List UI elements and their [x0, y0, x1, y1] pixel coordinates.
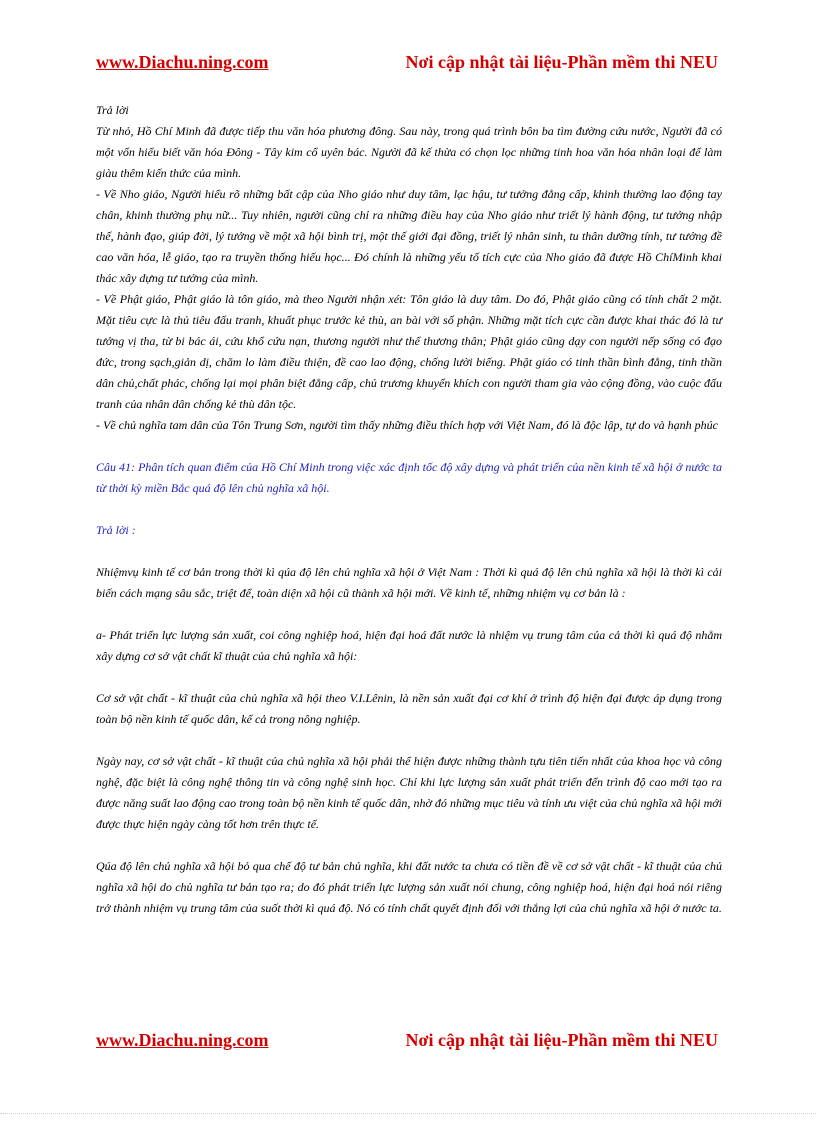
- paragraph: Cơ sở vật chất - kĩ thuật của chủ nghĩa xã hội theo V.I.Lênin, là nền sản xuất đại cơ khí ở trình độ hiện đại được áp dụng trong toàn bộ nền kinh tế quốc dân, kể cả trong nông nghiệp.: [96, 691, 722, 726]
- paragraph: - Về Nho giáo, Người hiểu rõ những bất cập của Nho giáo như duy tâm, lạc hậu, tư tưởng đẳng cấp, khinh thường lao động tay chân, khinh thường phụ nữ... Tuy nhiên, người cũng chỉ ra những điều hay của Nho giáo như triết lý hành động, tư tưởng nhập thế, hành đạo, giúp đời, lý tưởng về một xã hội bình trị, một thế giới đại đồng, triết lý nhân sinh, tu thân dưỡng tính, tư tưởng đề cao văn hóa, lễ giáo, tạo ra truyền thống hiếu học... Đó chính là những yếu tố tích cực của Nho giáo đã được Hồ ChíMinh khai thác xây dựng tư tưởng của mình.: [96, 187, 722, 285]
- answer-label-41: Trả lời :: [96, 523, 136, 537]
- paragraph: a- Phát triển lực lượng sản xuất, coi công nghiệp hoá, hiện đại hoá đất nước là nhiệm vụ trung tâm của cả thời kì quá độ nhằm xây dựng cơ sở vật chất kĩ thuật của chủ nghĩa xã hội:: [96, 628, 722, 663]
- page-footer: [96, 1030, 718, 1051]
- paragraph: Từ nhỏ, Hồ Chí Minh đã được tiếp thu văn hóa phương đông. Sau này, trong quá trình bôn ba tìm đường cứu nước, Người đã có một vốn hiểu biết văn hóa Đông - Tây kim cổ uyên bác. Người đã kế thừa có chọn lọc những tinh hoa văn hóa nhân loại để làm giàu thêm kiến thức của mình.: [96, 124, 722, 180]
- footer-site-link[interactable]: www.Diachu.ning.com: [96, 1030, 269, 1050]
- paragraph: - Về chủ nghĩa tam dân của Tôn Trung Sơn, người tìm thấy những điều thích hợp với Việt Nam, đó là độc lập, tự do và hạnh phúc: [96, 418, 718, 432]
- footer-tagline: Nơi cập nhật tài liệu-Phần mềm thi NEU: [405, 1030, 718, 1050]
- header-tagline: Nơi cập nhật tài liệu-Phần mềm thi NEU: [405, 52, 718, 72]
- paragraph: Nhiệmvụ kinh tế cơ bản trong thời kì qúa độ lên chủ nghĩa xã hội ở Việt Nam : Thời kì quá độ lên chủ nghĩa xã hội là thời kì cải biến cách mạng sâu sắc, triệt để, toàn diện xã hội cũ thành xã hội mới. Về kinh tế, những nhiệm vụ cơ bản là :: [96, 565, 722, 600]
- page-bottom-divider: [0, 1113, 816, 1114]
- paragraph: Qúa độ lên chủ nghĩa xã hội bỏ qua chế độ tư bản chủ nghĩa, khi đất nước ta chưa có tiền đề về cơ sở vật chất - kĩ thuật của chủ nghĩa xã hội do chủ nghĩa tư bản tạo ra; do đó phát triển lực lượng sản xuất nói chung, công nghiệp hoá, hiện đại hoá nói riêng trở thành nhiệm vụ trung tâm của suốt thời kì quá độ. Nó có tính chất quyết định đối với thắng lợi của chủ nghĩa xã hội ở nước ta.: [96, 859, 722, 915]
- header-site-link[interactable]: www.Diachu.ning.com: [96, 52, 269, 72]
- paragraph: - Về Phật giáo, Phật giáo là tôn giáo, mà theo Người nhận xét: Tôn giáo là duy tâm. Do đó, Phật giáo cũng có tính chất 2 mặt. Mặt tiêu cực là thủ tiêu đấu tranh, khuất phục trước kẻ thù, an bài với số phận. Những mặt tích cực cần được khai thác đó là tư tưởng vị tha, từ bi bác ái, cứu khổ cứu nạn, thương người như thể thương thân; Phật giáo cũng dạy con người nếp sống có đạo đức, trong sạch,giản dị, chăm lo làm điều thiện, đề cao lao động, chống lười biếng. Phật giáo có tinh thần bình đẳng, tinh thần dân chủ,chất phác, chống lại mọi phân biệt đẳng cấp, chủ trương khuyến khích con người tham gia vào cộng đồng, vào cuộc đấu tranh của nhân dân chống kẻ thù dân tộc.: [96, 292, 722, 411]
- document-body: [96, 100, 722, 919]
- answer-label: Trả lời: [96, 103, 129, 117]
- question-41: Câu 41: Phân tích quan điểm của Hồ Chí Minh trong việc xác định tốc độ xây dựng và phát triển của nền kinh tế xã hội ở nước ta từ thời kỳ miền Bắc quá độ lên chủ nghĩa xã hội.: [96, 460, 722, 495]
- paragraph: Ngày nay, cơ sở vật chất - kĩ thuật của chủ nghĩa xã hội phải thể hiện được những thành tựu tiên tiến nhất của khoa học và công nghệ, đặc biệt là công nghệ thông tin và công nghệ sinh học. Chỉ khi lực lượng sản xuất phát triển đến trình độ cao mới tạo ra được năng suất lao động cao trong toàn bộ nền kinh tế quốc dân, nhờ đó những mục tiêu và tính ưu việt của chủ nghĩa xã hội mới được thực hiện ngày càng tốt hơn trên thực tế.: [96, 754, 722, 831]
- page-header: [96, 52, 718, 73]
